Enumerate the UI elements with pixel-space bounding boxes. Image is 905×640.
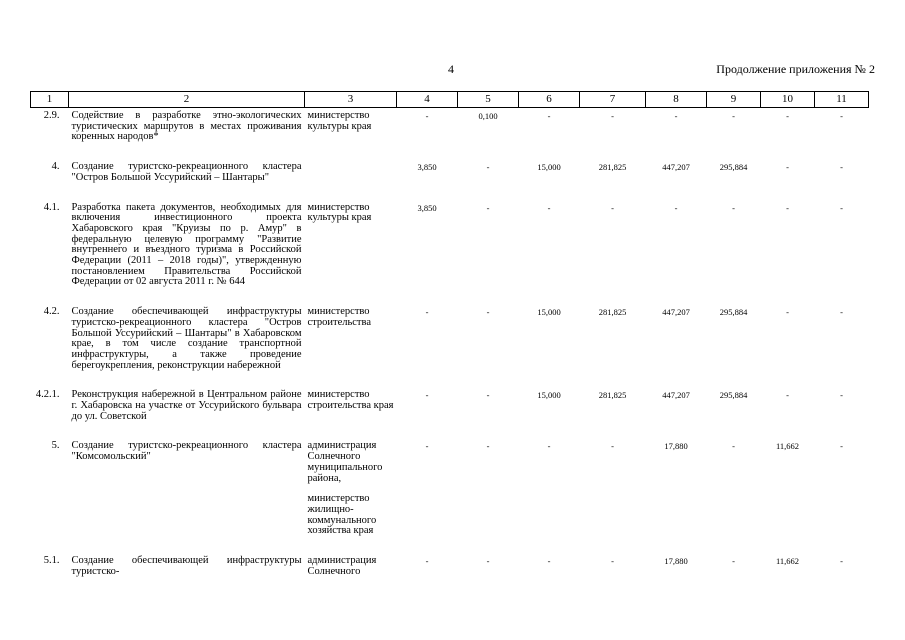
row-value: - [425, 307, 429, 318]
row-description: Создание обеспечивающей инфраструктуры туристско-рекреационного кластера "Остров Большой Уссурийский – Шантары" в Хабаровском крае, в том числе создание транспортной инфраструктуры, а также проведение берегоукрепления, реконструкции набережной [71, 306, 302, 371]
row-code: 4. [51, 161, 60, 173]
row-value: - [611, 202, 614, 213]
row-executor [305, 108, 397, 160]
table-row [31, 553, 869, 593]
row-value: - [732, 441, 735, 452]
row-value: - [425, 111, 429, 121]
row-value: 3,850 [417, 162, 437, 173]
row-value: 3,850 [417, 202, 437, 213]
row-value: - [840, 162, 843, 173]
row-value: - [486, 556, 490, 567]
row-executor [305, 553, 397, 593]
row-value: - [732, 556, 735, 567]
row-description: Реконструкция набережной в Центральном районе г. Хабаровска на участке от Уссурийского бульвара до ул. Советской [71, 389, 302, 422]
row-value: 281,825 [598, 162, 627, 173]
column-header-4: 4 [397, 92, 458, 108]
row-value: - [611, 441, 614, 452]
continuation-label: Продолжение приложения № 2 [716, 62, 875, 76]
row-value: - [486, 307, 490, 318]
row-value: 15,000 [537, 390, 561, 401]
column-header-3: 3 [305, 92, 397, 108]
appendix-table [30, 91, 869, 594]
row-value: - [786, 111, 789, 121]
row-value: - [425, 556, 429, 567]
row-description: Создание туристско-рекреационного кластера "Остров Большой Уссурийский – Шантары" [71, 161, 302, 183]
row-value: - [547, 202, 551, 213]
page-number: 4 [448, 62, 454, 76]
row-value: 15,000 [537, 162, 561, 173]
column-header-8: 8 [646, 92, 707, 108]
row-value: - [840, 111, 843, 121]
row-value: - [786, 202, 789, 213]
executor-text: министерство жилищно-коммунального хозяйства края [307, 493, 377, 537]
row-value: 281,825 [598, 307, 627, 318]
row-description: Создание обеспечивающей инфраструктуры туристско- [71, 555, 302, 577]
row-value: 17,880 [664, 556, 688, 567]
row-executor [305, 200, 397, 305]
column-header-1: 1 [31, 92, 69, 108]
table-row [31, 387, 869, 438]
row-value: - [425, 390, 429, 401]
executor-text: министерство строительства края [307, 389, 394, 412]
row-description: Содействие в разработке этно-экологических туристических маршрутов в местах проживания коренных народов* [71, 110, 302, 143]
row-value: - [486, 390, 490, 401]
row-value: - [547, 556, 551, 567]
row-code: 4.1. [43, 201, 60, 213]
row-value: 281,825 [598, 390, 627, 401]
table-header-row [31, 92, 869, 108]
row-value: - [547, 441, 551, 452]
column-header-10: 10 [761, 92, 815, 108]
table-row [31, 200, 869, 305]
row-description: Создание туристско-рекреационного кластера "Комсомольский" [71, 440, 302, 463]
row-value: - [786, 307, 789, 318]
row-value: - [840, 556, 843, 567]
row-value: 447,207 [662, 390, 690, 401]
executor-text: министерство строительства [307, 306, 372, 328]
executor-text: министерство культуры края [307, 110, 372, 132]
row-value: - [732, 111, 735, 121]
row-code: 4.2. [43, 306, 60, 318]
row-code: 5. [51, 440, 60, 452]
row-value: - [674, 202, 678, 213]
row-code: 4.2.1. [35, 389, 60, 401]
row-description: Разработка пакета документов, необходимых для включения инвестиционного проекта Хабаровского края "Круизы по р. Амур" в федеральную целевую программу "Развитие внутреннего и въездного туризма в Российской Федерации (2011 – 2018 годы)", утвержденную постановлением Правительства Российской Федерации от 02 августа 2011 г. № 644 [71, 201, 302, 288]
column-header-6: 6 [519, 92, 580, 108]
column-header-11: 11 [815, 92, 869, 108]
row-value: - [486, 162, 490, 173]
row-value: 447,207 [662, 162, 690, 173]
row-value: 11,662 [775, 441, 800, 452]
column-header-5: 5 [458, 92, 519, 108]
table-row [31, 159, 869, 199]
row-value: - [674, 111, 678, 121]
column-header-9: 9 [707, 92, 761, 108]
row-value: 0,100 [478, 111, 498, 121]
table-row [31, 438, 869, 553]
row-executor [305, 159, 397, 199]
row-value: 295,884 [719, 390, 748, 401]
table-body [31, 108, 869, 594]
row-value: - [547, 111, 551, 121]
row-value: - [611, 556, 614, 567]
executor-text: администрация Солнечного муниципального района, [307, 440, 383, 484]
row-value: - [786, 162, 789, 173]
row-value: 15,000 [537, 307, 561, 318]
row-value: 295,884 [719, 162, 748, 173]
row-value: - [486, 441, 490, 452]
row-value: - [840, 202, 843, 213]
row-executor [305, 304, 397, 387]
table-row [31, 108, 869, 160]
row-executor [305, 438, 397, 553]
row-value: 17,880 [664, 441, 688, 452]
executor-text: администрация Солнечного [307, 555, 377, 577]
table-row [31, 304, 869, 387]
row-value: - [840, 441, 843, 452]
executor-text: министерство культуры края [307, 201, 372, 224]
row-value: - [425, 441, 429, 452]
row-value: - [486, 202, 490, 213]
column-header-2: 2 [69, 92, 305, 108]
row-value: 295,884 [719, 307, 748, 318]
row-value: - [840, 307, 843, 318]
row-value: - [732, 202, 735, 213]
row-value: - [611, 111, 614, 121]
row-value: - [840, 390, 843, 401]
row-code: 2.9. [43, 110, 60, 121]
row-value: - [786, 390, 789, 401]
column-header-7: 7 [580, 92, 646, 108]
row-value: 11,662 [775, 556, 800, 567]
row-code: 5.1. [43, 555, 60, 567]
row-value: 447,207 [662, 307, 690, 318]
row-executor [305, 387, 397, 438]
